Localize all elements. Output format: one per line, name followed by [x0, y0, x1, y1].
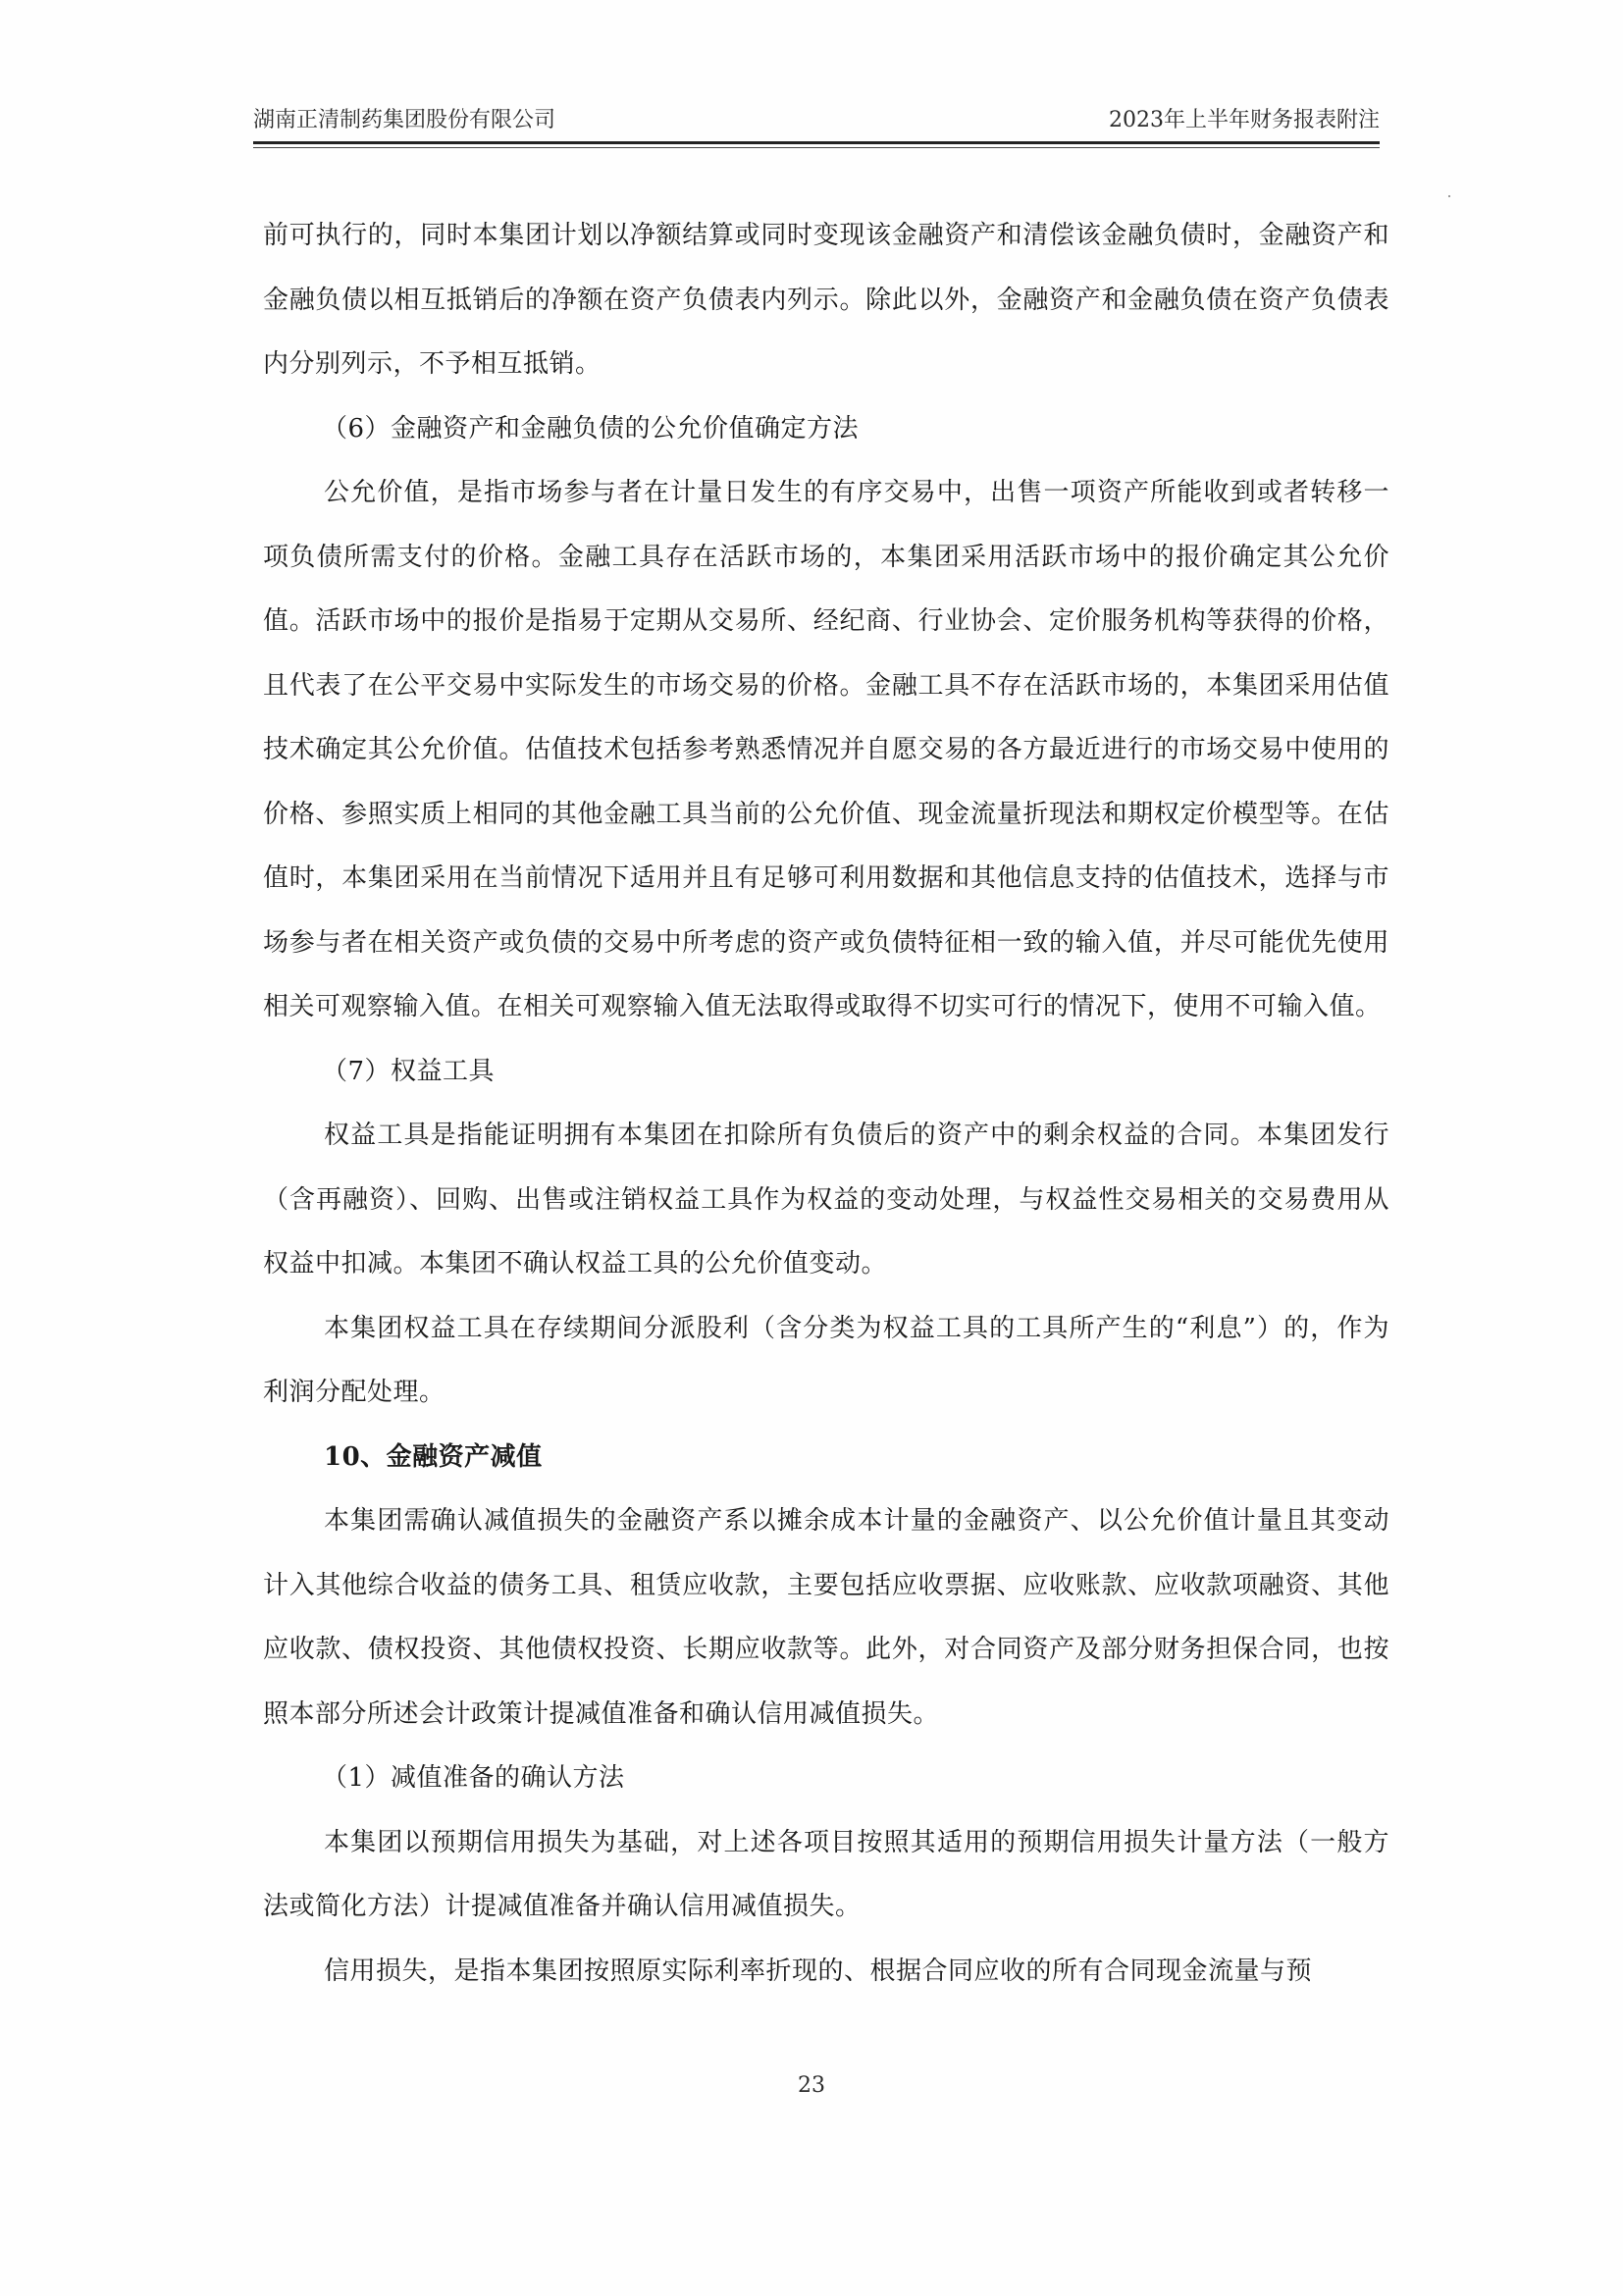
paragraph-equity-instruments: 权益工具是指能证明拥有本集团在扣除所有负债后的资产中的剩余权益的合同。本集团发行（含再融资）、回购、出售或注销权益工具作为权益的变动处理，与权益性交易相关的交易费用从权益中扣减。本集团不确认权益工具的公允价值变动。	[263, 1121, 1389, 1278]
subheading-equity-instruments: （7）权益工具	[322, 1056, 496, 1086]
paragraph-equity-dividends: 本集团权益工具在存续期间分派股利（含分类为权益工具的工具所产生的“利息”）的，作为利润分配处理。	[263, 1313, 1389, 1407]
paragraph-credit-loss: 信用损失，是指本集团按照原实际利率折现的、根据合同应收的所有合同现金流量与预	[324, 1956, 1313, 1986]
header-report-title: 2023年上半年财务报表附注	[1109, 108, 1380, 132]
header-rule-thin	[253, 147, 1380, 148]
subheading-impairment-method: （1）减值准备的确认方法	[322, 1763, 625, 1793]
page-number: 23	[798, 2073, 825, 2098]
subheading-fair-value: （6）金融资产和金融负债的公允价值确定方法	[322, 413, 860, 444]
paragraph-offsetting: 前可执行的，同时本集团计划以净额结算或同时变现该金融资产和清偿该金融负债时，金融资产和金融负债以相互抵销后的净额在资产负债表内列示。除此以外，金融资产和金融负债在资产负债表内分别列示，不予相互抵销。	[263, 221, 1389, 379]
paragraph-impairment-scope: 本集团需确认减值损失的金融资产系以摊余成本计量的金融资产、以公允价值计量且其变动计入其他综合收益的债务工具、租赁应收款，主要包括应收票据、应收账款、应收款项融资、其他应收款、债权投资、其他债权投资、长期应收款等。此外，对合同资产及部分财务担保合同，也按照本部分所述会计政策计提减值准备和确认信用减值损失。	[263, 1506, 1389, 1729]
page-header	[253, 102, 1380, 139]
section-heading-impairment: 10、金融资产减值	[324, 1441, 543, 1472]
document-body	[263, 204, 1389, 2004]
paragraph-fair-value: 公允价值，是指市场参与者在计量日发生的有序交易中，出售一项资产所能收到或者转移一项负债所需支付的价格。金融工具存在活跃市场的，本集团采用活跃市场中的报价确定其公允价值。活跃市场中的报价是指易于定期从交易所、经纪商、行业协会、定价服务机构等获得的价格，且代表了在公平交易中实际发生的市场交易的价格。金融工具不存在活跃市场的，本集团采用估值技术确定其公允价值。估值技术包括参考熟悉情况并自愿交易的各方最近进行的市场交易中使用的价格、参照实质上相同的其他金融工具当前的公允价值、现金流量折现法和期权定价模型等。在估值时，本集团采用在当前情况下适用并且有足够可利用数据和其他信息支持的估值技术，选择与市场参与者在相关资产或负债的交易中所考虑的资产或负债特征相一致的输入值，并尽可能优先使用相关可观察输入值。在相关可观察输入值无法取得或取得不切实可行的情况下，使用不可输入值。	[263, 478, 1389, 1021]
header-company-name: 湖南正清制药集团股份有限公司	[253, 108, 556, 132]
scan-speck	[1448, 195, 1450, 197]
paragraph-impairment-method: 本集团以预期信用损失为基础，对上述各项目按照其适用的预期信用损失计量方法（一般方法或简化方法）计提减值准备并确认信用减值损失。	[263, 1827, 1389, 1921]
header-rule	[253, 141, 1380, 144]
